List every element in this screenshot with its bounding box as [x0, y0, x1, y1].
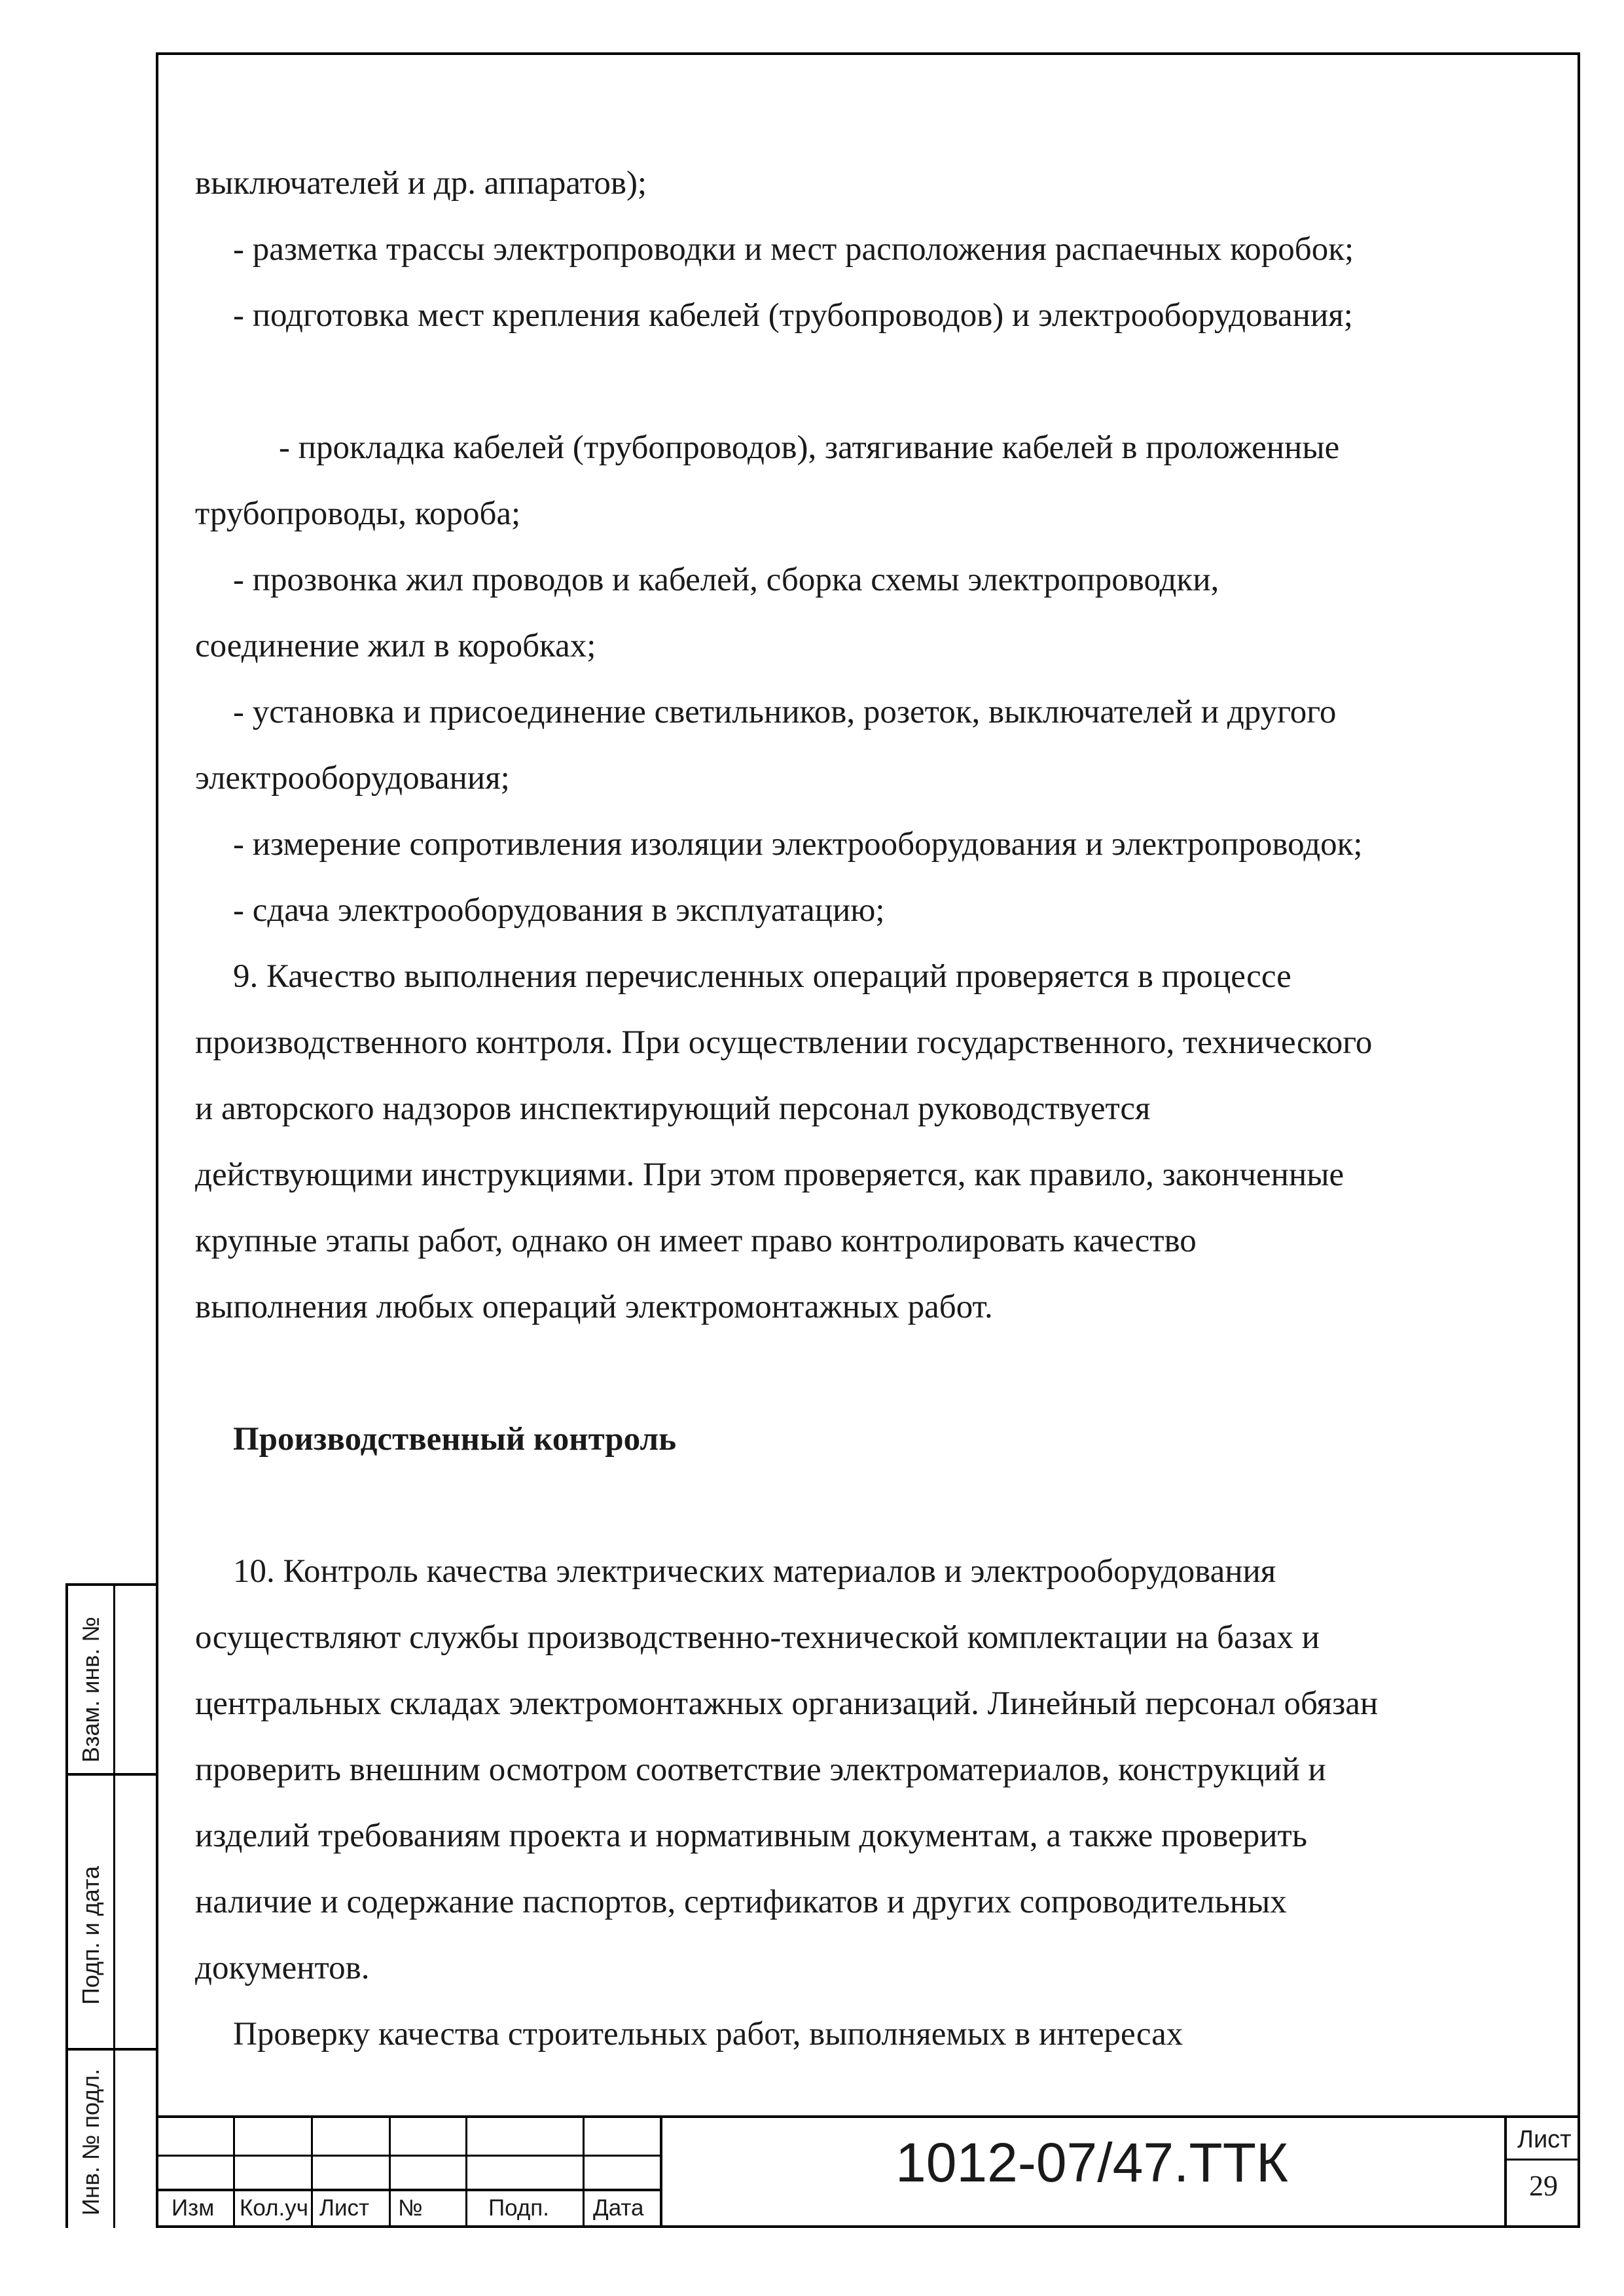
document-code: 1012-07/47.ТТК [895, 2132, 1288, 2193]
side-label-signature-date: Подп. и дата [77, 1865, 104, 2005]
paragraph-10-line: изделий требованиям проекта и нормативным документам, а также проверить [195, 1818, 1308, 1854]
paragraph-9-line: крупные этапы работ, однако он имеет право контролировать качество [195, 1223, 1197, 1259]
side-label-cell [68, 1586, 115, 1773]
list-item: - прокладка кабелей (трубопроводов), затягивание кабелей в проложенные [279, 429, 1340, 466]
text-line: соединение жил в коробках; [195, 628, 596, 664]
side-row-original-inv [68, 2051, 156, 2228]
column-label-date: Дата [593, 2195, 644, 2221]
paragraph-9-line: выполнения любых операций электромонтажных работ. [195, 1289, 993, 1325]
paragraph-9-line: действующими инструкциями. При этом проверяется, как правило, законченные [195, 1157, 1344, 1193]
column-label-number: № [398, 2195, 423, 2221]
paragraph-10-line: наличие и содержание паспортов, сертификатов и других сопроводительных [195, 1884, 1287, 1920]
paragraph-10-line: документов. [195, 1950, 370, 1986]
text-line: электрооборудования; [195, 760, 510, 797]
grid-rule [233, 2118, 235, 2228]
text-line: выключателей и др. аппаратов); [195, 165, 647, 202]
paragraph-11-line: Проверку качества строительных работ, выполняемых в интересах [233, 2016, 1183, 2053]
paragraph-9-line: и авторского надзоров инспектирующий персонал руководствуется [195, 1090, 1151, 1127]
list-item: - подготовка мест крепления кабелей (трубопроводов) и электрооборудования; [233, 297, 1353, 334]
list-item: - сдача электрооборудования в эксплуатацию; [233, 892, 885, 929]
side-row-replacement [68, 1586, 156, 1776]
side-row-signature-date [68, 1776, 156, 2051]
grid-rule [389, 2118, 391, 2228]
paragraph-10-line: 10. Контроль качества электрических материалов и электрооборудования [233, 1553, 1276, 1590]
document-body [195, 151, 1563, 2068]
grid-rule [465, 2118, 467, 2228]
side-label-cell [68, 2051, 115, 2228]
list-item: - измерение сопротивления изоляции электрооборудования и электропроводок; [233, 826, 1363, 863]
title-block [156, 2115, 1580, 2228]
paragraph-10-line: осуществляют службы производственно-технической комплектации на базах и [195, 1619, 1320, 1656]
text-line: трубопроводы, короба; [195, 495, 521, 532]
list-item: - установка и присоединение светильников, розеток, выключателей и другого [233, 694, 1337, 730]
column-label-signature: Подп. [488, 2195, 549, 2221]
sheet-label: Лист [1517, 2126, 1572, 2153]
paragraph-10-line: центральных складах электромонтажных организаций. Линейный персонал обязан [195, 1685, 1379, 1722]
side-label-original-inv: Инв. № подл. [77, 2068, 104, 2215]
column-label-sheet: Лист [319, 2195, 370, 2221]
grid-rule [1504, 2159, 1580, 2161]
section-heading: Производственный контроль [233, 1421, 677, 1458]
grid-rule [583, 2118, 585, 2228]
paragraph-9-line: производственного контроля. При осуществлении государственного, технического [195, 1024, 1373, 1061]
list-item: - прозвонка жил проводов и кабелей, сборка схемы электропроводки, [233, 562, 1219, 598]
column-label-count: Кол.уч [240, 2195, 308, 2221]
grid-rule [311, 2118, 313, 2228]
grid-rule [660, 2118, 662, 2228]
side-label-cell [68, 1776, 115, 2048]
paragraph-10-line: проверить внешним осмотром соответствие электроматериалов, конструкций и [195, 1751, 1326, 1788]
list-item: - разметка трассы электропроводки и мест расположения распаечных коробок; [233, 231, 1354, 268]
grid-rule [1504, 2118, 1507, 2228]
side-label-replacement-inv: Взам. инв. № [77, 1616, 104, 1763]
paragraph-9-line: 9. Качество выполнения перечисленных операций проверяется в процессе [233, 958, 1291, 995]
column-label-change: Изм [171, 2195, 215, 2221]
side-stamp [65, 1583, 156, 2228]
sheet-number: 29 [1529, 2170, 1558, 2202]
